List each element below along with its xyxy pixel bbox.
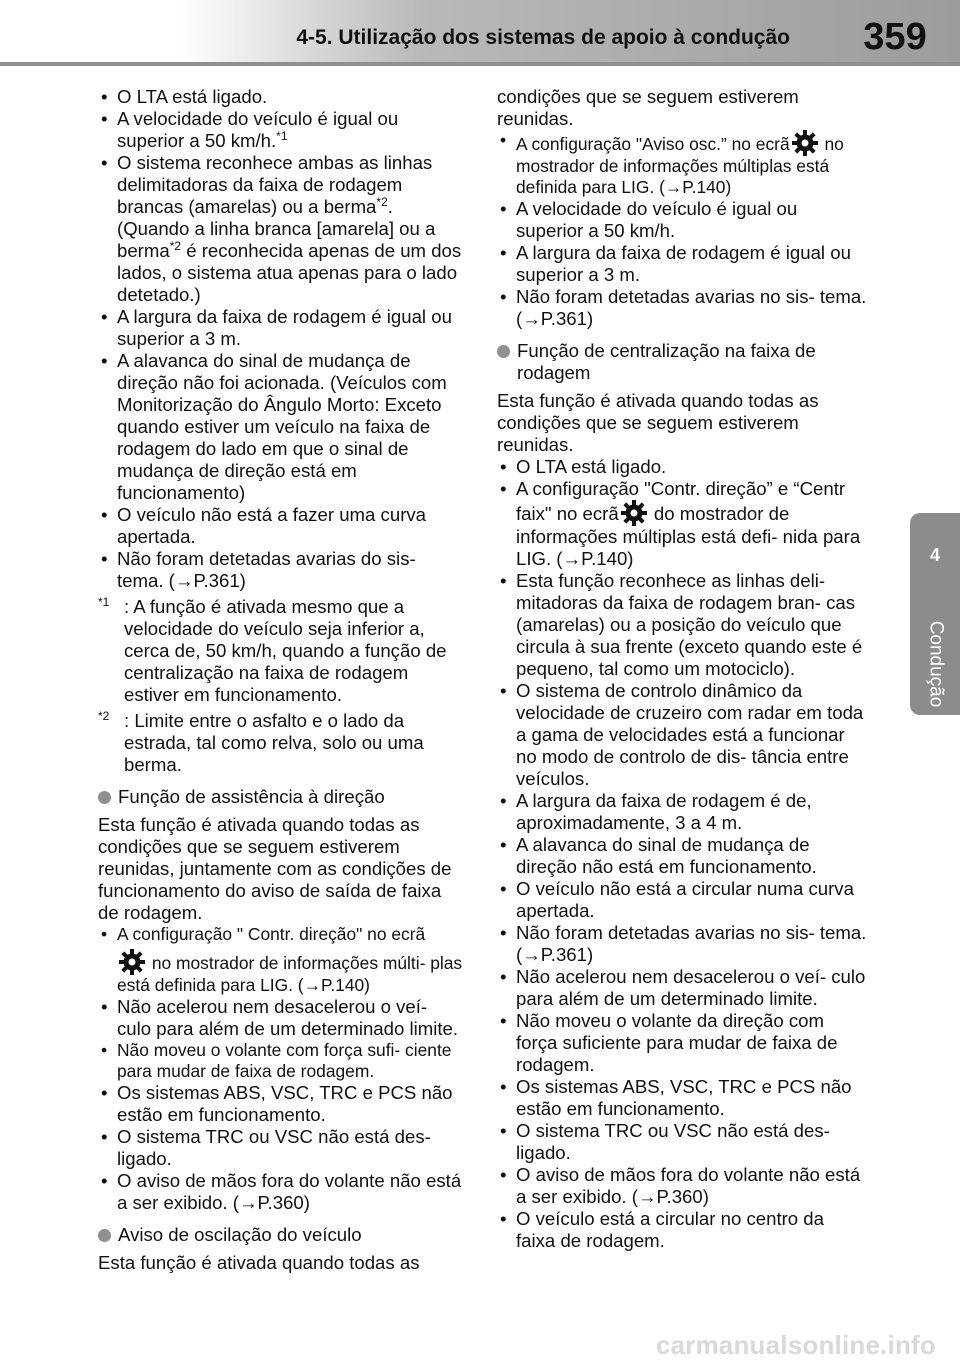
arrow-symbol: → <box>522 944 541 965</box>
list-item: • Os sistemas ABS, VSC, TRC e PCS não estão em funcionamento. <box>497 1076 867 1120</box>
bullet-dot-icon <box>98 791 111 804</box>
gear-icon <box>792 130 818 156</box>
list-item: • A alavanca do sinal de mudança de direção não está em funcionamento. <box>497 834 867 878</box>
footnote-mark: *2 <box>98 708 110 723</box>
list-item: • Não moveu o volante da direção com força suficiente para mudar de faixa de rodagem. <box>497 1010 867 1076</box>
chapter-label: Condução <box>925 620 946 708</box>
section-heading: Aviso de oscilação do veículo <box>98 1224 466 1246</box>
footnote-ref: *2 <box>376 194 388 209</box>
list-item: • O veículo não está a fazer uma curva apertada. <box>98 504 466 548</box>
page-reference[interactable]: P.140) <box>581 548 634 569</box>
list-item: • O sistema TRC ou VSC não está des- ligado. <box>98 1126 466 1170</box>
page-reference[interactable]: P.140) <box>682 177 732 197</box>
list-item: • O sistema reconhece ambas as linhas delimitadoras da faixa de rodagem brancas (amarelas) ou a berma$^{*2}$. (Quando a linha branca [amarela] ou a berma$^{*2}$ é reconhecida apenas de um dos lados, o sistema atua apenas para o lado detetado.) <box>98 152 466 306</box>
list-item: • Não foram detetadas avarias do sis- tema. (→P.361) <box>98 548 466 592</box>
list-item: • O sistema de controlo dinâmico da velocidade de cruzeiro com radar em toda a gama de velocidades está a funcionar no modo de controlo de dis- tância entre veículos. <box>497 680 867 790</box>
page-number: 359 <box>863 16 927 58</box>
page-reference[interactable]: P.361) <box>540 944 594 965</box>
header-rule <box>0 62 960 66</box>
bullet-dot-icon <box>98 1229 111 1242</box>
list-item: • O veículo está a circular no centro da faixa de rodagem. <box>497 1208 867 1252</box>
list-item: • Não acelerou nem desacelerou o veí- culo para além de um determinado limite. <box>98 996 466 1040</box>
section-heading: Função de assistência à direção <box>98 786 466 808</box>
chapter-number: 4 <box>929 545 940 565</box>
steering-conditions-list <box>98 924 466 1214</box>
lta-conditions-list <box>98 86 466 592</box>
footnote-2 <box>98 710 466 776</box>
page-reference[interactable]: P.361) <box>193 570 246 591</box>
paragraph: Esta função é ativada quando todas as <box>98 1252 420 1273</box>
arrow-symbol: → <box>664 177 683 197</box>
page-reference[interactable]: P.360) <box>257 1192 310 1213</box>
arrow-symbol: → <box>238 1192 258 1213</box>
chapter-label-wrap <box>912 614 958 714</box>
list-item: • Não foram detetadas avarias no sis- tema. (→P.361) <box>497 922 867 966</box>
list-item: • A velocidade do veículo é igual ou superior a 50 km/h.$^{*1}$ <box>98 108 466 152</box>
list-item: • O aviso de mãos fora do volante não está a ser exibido. (→P.360) <box>497 1164 867 1208</box>
arrow-symbol: → <box>174 570 194 591</box>
arrow-symbol: → <box>303 975 321 995</box>
list-item: • A largura da faixa de rodagem é igual ou superior a 3 m. <box>497 242 867 286</box>
list-item: • A alavanca do sinal de mudança de direção não foi acionada. (Veículos com Monitorização do Ângulo Morto: Exceto quando estiver um veículo na faixa de rodagem do lado em que o sinal de mudança de direção está em funcionamento) <box>98 350 466 504</box>
paragraph: Esta função é ativada quando todas as condições que se seguem estiverem reunidas, juntamente com as condições de funcionamento do aviso de saída de faixa de rodagem. <box>98 814 452 923</box>
list-item: • Não acelerou nem desacelerou o veí- culo para além de um determinado limite. <box>497 966 867 1010</box>
list-item: • Esta função reconhece as linhas deli- mitadoras da faixa de rodagem bran- cas (amarelas) ou a posição do veículo que circula à sua frente (exceto quando este é pequeno, tal como um motociclo). <box>497 570 867 680</box>
list-item: • O LTA está ligado. <box>98 86 466 108</box>
list-item: • O veículo não está a circular numa curva apertada. <box>497 878 867 922</box>
footnote-text: : Limite entre o asfalto e o lado da estrada, tal como relva, solo ou uma berma. <box>124 710 424 775</box>
list-item: • A largura da faixa de rodagem é de, aproximadamente, 3 a 4 m. <box>497 790 867 834</box>
footnote-mark: *1 <box>98 594 110 609</box>
section-title: 4-5. Utilização dos sistemas de apoio à condução <box>296 26 790 49</box>
right-column <box>497 86 867 1252</box>
list-item: • A configuração "Aviso osc.” no ecrã no mostrador de informações múltiplas está definida para LIG. (→P.140) <box>497 130 867 198</box>
list-item: • A largura da faixa de rodagem é igual ou superior a 3 m. <box>98 306 466 350</box>
list-item: • A configuração " Contr. direção" no ecrã no mostrador de informações múlti- plas está definida para LIG. (→P.140) <box>98 924 466 996</box>
footnote-text: : A função é ativada mesmo que a velocidade do veículo seja inferior a, cerca de, 50 km/h, quando a função de centralização na faixa de rodagem estiver em funcionamento. <box>124 596 447 705</box>
footnote-1 <box>98 596 466 706</box>
page-reference[interactable]: P.360) <box>656 1186 709 1207</box>
arrow-symbol: → <box>522 308 541 329</box>
list-item: • O sistema TRC ou VSC não está des- ligado. <box>497 1120 867 1164</box>
list-item: • O aviso de mãos fora do volante não está a ser exibido. (→P.360) <box>98 1170 466 1214</box>
list-item: • Não foram detetadas avarias no sis- tema. (→P.361) <box>497 286 867 330</box>
paragraph-continued: condições que se seguem estiverem reunidas. <box>497 86 799 129</box>
list-item: • A velocidade do veículo é igual ou superior a 50 km/h. <box>497 198 867 242</box>
arrow-symbol: → <box>562 548 582 569</box>
centering-conditions-list <box>497 456 867 1252</box>
list-item: • O LTA está ligado. <box>497 456 867 478</box>
footnote-ref: *2 <box>169 238 182 253</box>
left-column <box>98 86 466 1274</box>
gear-icon <box>621 500 647 526</box>
watermark: carmanualsonline.info <box>655 1330 936 1360</box>
gear-icon <box>119 949 145 975</box>
bullet-dot-icon <box>497 345 510 358</box>
list-item: • Não moveu o volante com força sufi- ciente para mudar de faixa de rodagem. <box>98 1040 466 1082</box>
footnote-ref: *1 <box>276 128 288 143</box>
paragraph: Esta função é ativada quando todas as condições que se seguem estiverem reunidas. <box>497 390 819 455</box>
page-reference[interactable]: P.140) <box>320 975 370 995</box>
section-heading: Função de centralização na faixa de rodagem <box>497 340 867 384</box>
page-reference[interactable]: P.361) <box>540 308 594 329</box>
list-item: • A configuração "Contr. direção” e “Centr faix" no ecrã do mostrador de informações múltiplas está defi- nida para LIG. (→P.140) <box>497 478 867 570</box>
sway-conditions-list <box>497 130 867 330</box>
arrow-symbol: → <box>637 1186 657 1207</box>
list-item: • Os sistemas ABS, VSC, TRC e PCS não estão em funcionamento. <box>98 1082 466 1126</box>
